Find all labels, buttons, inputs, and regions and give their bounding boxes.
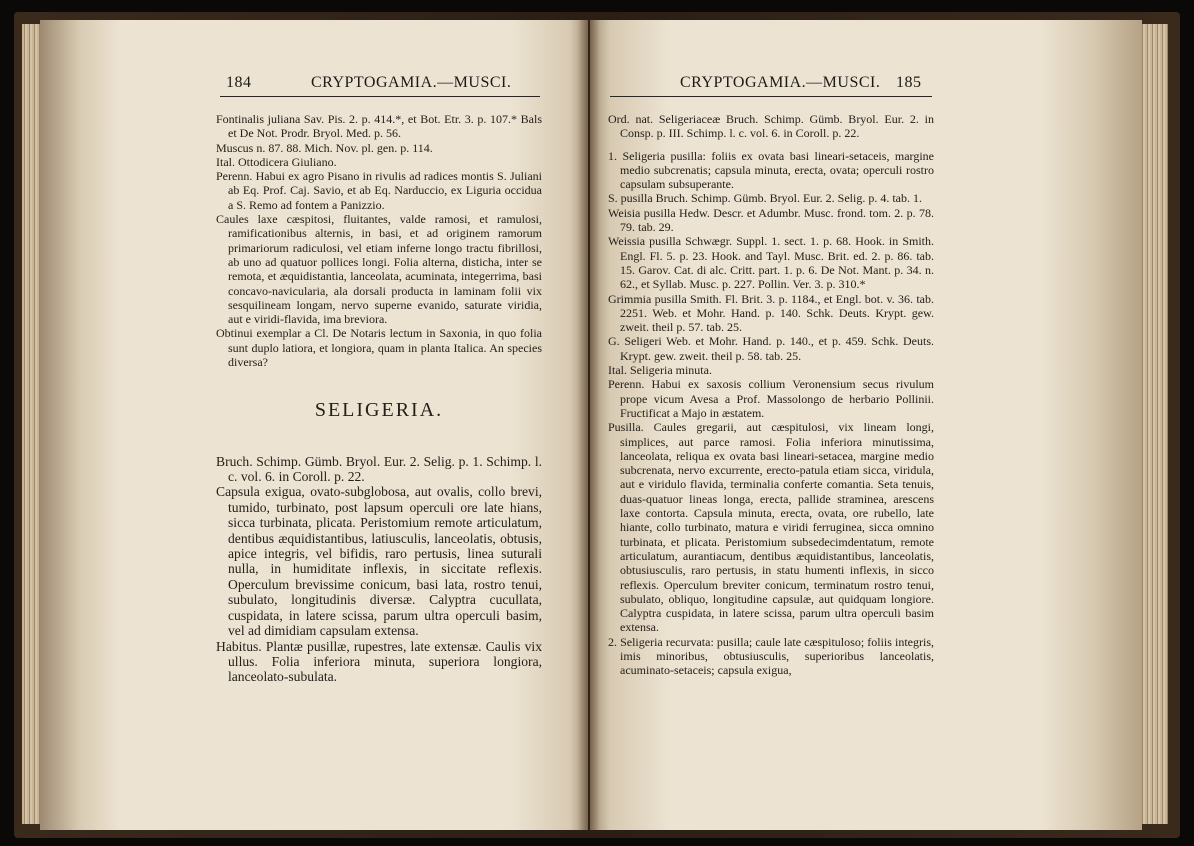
section-title-seligeria: SELIGERIA. (314, 399, 444, 422)
entry-ital-name: Ital. Ottodicera Giuliano. (216, 154, 337, 169)
left-text-column (216, 112, 542, 685)
species-1-description: Pusilla. Caules gregarii, aut cæspitulosi, vix lineam longi, simplices, aut parce ramosi. Folia inferiora minutissima, lanceolata, reliqua ex ovata basi lineari-setacea, margine medio subcrenata, nervo excurrente, erecto-patula etiam sicca, viridula, aut e viridulo flavida, terminalia conferte comantia. Seta tenuis, duas-quatuor lineas longa, erecta, pallide straminea, arescens laxe contorta. Capsula minuta, erecta, ovata, ore rubello, late hiante, collo turbinato, matura e viridi ferruginea, sicca omnino turbinata, et plicata. Peristomium subsedecimdentatum, remote articulatum, aurantiacum, dentibus æquidistantibus, lanceolatis, obtusiusculis, raro pertusis, in statu humenti inflexis, in sicco reflexis. Operculum breviter conicum, terminatum rostro tenui, subulato, obliquo, longitudine capsulæ, aut quidquam longiore. Calyptra cuspidata, in latere scissa, parum ultra operculi basim extensa. (608, 420, 934, 635)
right-running-head: CRYPTOGAMIA.—MUSCI. (680, 74, 881, 91)
species-1-diagnosis: 1. Seligeria pusilla: foliis ex ovata basi lineari-setaceis, margine medio subcrenatis; capsula minuta, erecta, ovata; operculi rostro capsulam subsuperante. (608, 148, 934, 192)
species-2-diagnosis: 2. Seligeria recurvata: pusilla; caule late cæspituloso; foliis integris, imis minoribus, obtusiusculis, superioribus lanceolatis, acuminato-setaceis; capsula exigua, (608, 634, 934, 678)
left-running-head: CRYPTOGAMIA.—MUSCI. (311, 74, 512, 91)
left-header-rule (220, 96, 540, 97)
entry-perenn-locality: Perenn. Habui ex agro Pisano in rivulis ad radices montis S. Juliani ab Eq. Prof. Caj. Savio, et ab Eq. Narduccio, ex Liguria occidua a S. Remo ad fontem a Panizzio. (216, 169, 542, 212)
genus-references: Bruch. Schimp. Gümb. Bryol. Eur. 2. Selig. p. 1. Schimp. l. c. vol. 6. in Coroll. p. 22. (216, 453, 542, 485)
left-page-number: 184 (226, 74, 252, 91)
synonym-grimmia-pusilla: Grimmia pusilla Smith. Fl. Brit. 3. p. 1184., et Engl. bot. v. 36. tab. 2251. Web. et Mohr. Hand. p. 140. Schk. Deuts. Krypt. gew. zweit. theil p. 57. tab. 25. (608, 291, 934, 335)
order-natural: Ord. nat. Seligeriaceæ Bruch. Schimp. Gümb. Bryol. Eur. 2. in Consp. p. III. Schimp. l. c. vol. 6. in Coroll. p. 22. (608, 112, 934, 141)
species-1-locality: Perenn. Habui ex saxosis collium Veronensium secus rivulum prope vicum Avesa a Prof. Massolongo de herbario Pollinii. Fructificat a Majo in æstatem. (608, 377, 934, 420)
genus-description: Capsula exigua, ovato-subglobosa, aut ovalis, collo brevi, tumido, turbinato, post lapsum operculi ore late hians, sicca turbinata, plicata. Peristomium remote articulatum, dentibus æquidistantibus, latiusculis, lanceolatis, obtusis, apice integris, vel bifidis, raro pertusis, linea suturali nulla, in humiditate inflexis, in siccitate reflexis. Operculum brevissime conicum, basi lata, rostro tenui, subulato, longitudinis diversæ. Calyptra cucullata, cuspidata, in latere scissa, parum ultra operculi basim, vel ad dimidiam capsulam extensa. (216, 484, 542, 639)
book-gutter (578, 20, 600, 830)
entry-description: Caules laxe cæspitosi, fluitantes, valde ramosi, et ramulosi, ramificationibus alternis, in basi, et ad originem ramorum primariorum radiculosi, vel etiam inferne longo tractu fibrillosi, ab uno ad quatuor pollices longi. Folia alterna, disticha, inter se remota, et æquidistantia, lanceolata, acuminata, integerrima, basi concavo-navicularia, ala dorsali producta in laminam folii vix sesquilineam longam, nervo superne evanido, saturate viridia, aut e viridi-flavida, ima breviora. (216, 212, 542, 327)
synonym-weisia-pusilla: Weisia pusilla Hedw. Descr. et Adumbr. Musc. frond. tom. 2. p. 78. 79. tab. 29. (608, 205, 934, 235)
entry-note: Obtinui exemplar a Cl. De Notaris lectum in Saxonia, in quo folia sunt duplo latiora, et longiora, quam in planta Italica. An species diversa? (216, 326, 542, 370)
synonym-s-pusilla: S. pusilla Bruch. Schimp. Gümb. Bryol. Eur. 2. Selig. p. 4. tab. 1. (608, 191, 922, 206)
left-page (40, 20, 588, 830)
right-header-rule (610, 96, 932, 97)
right-text-column (608, 112, 934, 678)
right-page (590, 20, 1142, 830)
synonym-g-seligeri: G. Seligeri Web. et Mohr. Hand. p. 140., et p. 459. Schk. Deuts. Krypt. gew. zweit. theil p. 58. tab. 25. (608, 334, 934, 363)
entry-fontinalis-juliana: Fontinalis juliana Sav. Pis. 2. p. 414.*, et Bot. Etr. 3. p. 107.* Bals et De Not. Prodr. Bryol. Med. p. 56. (216, 112, 542, 141)
genus-habitus: Habitus. Plantæ pusillæ, rupestres, late extensæ. Caulis vix ullus. Folia inferiora minuta, superiora longiora, lanceolato-subulata. (216, 638, 542, 685)
synonym-weissia-pusilla: Weissia pusilla Schwægr. Suppl. 1. sect. 1. p. 68. Hook. in Smith. Engl. Fl. 5. p. 23. Hook. and Tayl. Musc. Brit. ed. 2. p. 86. tab. 15. Garov. Cat. di alc. Critt. part. 1. p. 6. De Not. Mant. p. 34. n. 62., et Syllab. Musc. p. 227. Pollin. Ver. 3. p. 310.* (608, 234, 934, 292)
entry-muscus: Muscus n. 87. 88. Mich. Nov. pl. gen. p. 114. (216, 140, 433, 155)
species-1-ital-name: Ital. Seligeria minuta. (608, 363, 712, 378)
right-page-number: 185 (896, 74, 922, 91)
